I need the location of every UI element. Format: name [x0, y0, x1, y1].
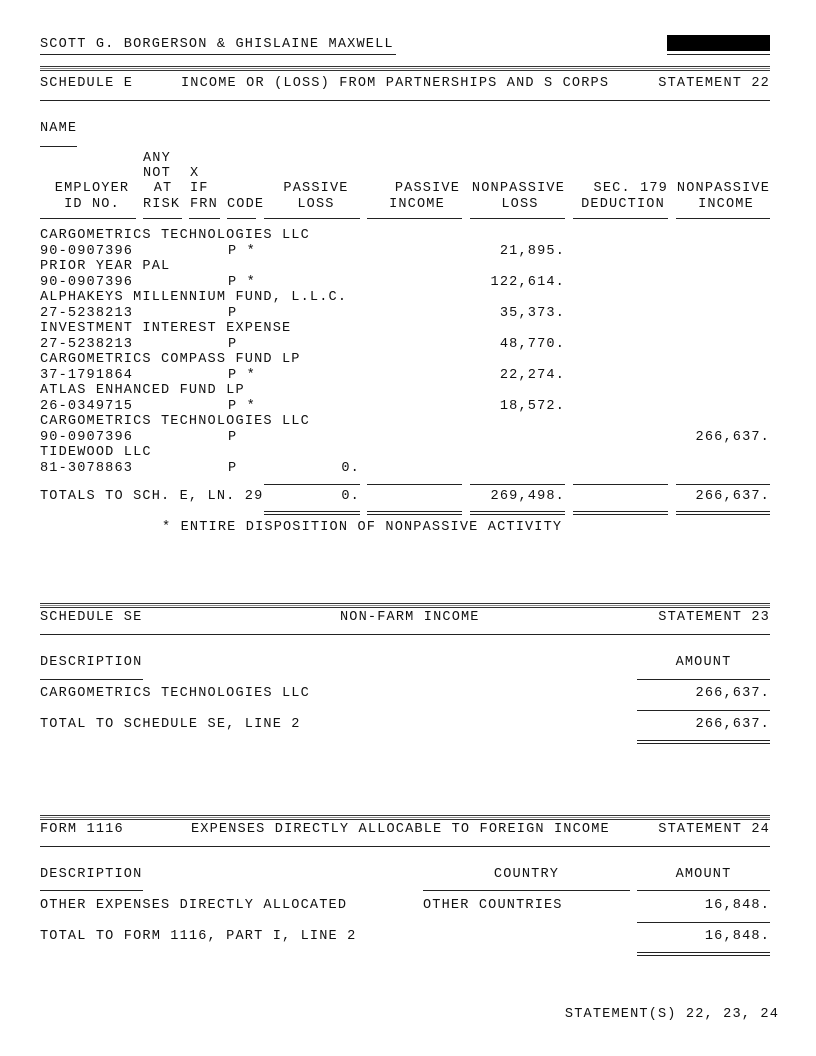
total-passive-loss: 0. — [341, 489, 360, 504]
description-header: DESCRIPTION — [40, 655, 143, 670]
header-underline — [637, 890, 770, 891]
footnote: * ENTIRE DISPOSITION OF NONPASSIVE ACTIVITY — [162, 520, 563, 535]
code: P — [228, 429, 238, 445]
header-employer: EMPLOYER — [54, 181, 130, 196]
column-underline — [143, 218, 182, 219]
passive-loss: 0. — [341, 460, 360, 476]
total-amount: 266,637. — [695, 717, 770, 732]
total-underline — [470, 484, 565, 485]
schedule-label: SCHEDULE E — [40, 76, 134, 91]
double-underline — [637, 952, 770, 956]
double-underline — [470, 511, 565, 515]
divider — [40, 634, 770, 635]
amount-header: AMOUNT — [675, 867, 732, 882]
header-nonpassive-income-2: INCOME — [698, 197, 754, 212]
row-description: CARGOMETRICS TECHNOLOGIES LLC — [40, 686, 310, 701]
header-passive-income-2: INCOME — [389, 197, 445, 212]
total-nonpassive-loss: 269,498. — [490, 489, 565, 504]
header-sec179-1: SEC. 179 — [593, 181, 668, 196]
code: P * — [228, 398, 256, 414]
code: P — [228, 460, 238, 476]
header-underline — [40, 890, 143, 891]
total-label: TOTAL TO FORM 1116, PART I, LINE 2 — [40, 929, 357, 944]
header-if: IF — [190, 181, 209, 196]
header-passive-loss-2: LOSS — [297, 197, 335, 212]
total-underline — [637, 710, 770, 711]
nonpassive-loss: 22,274. — [499, 367, 565, 383]
header-nonpassive-loss-2: LOSS — [501, 197, 539, 212]
header-any: ANY — [143, 151, 171, 166]
double-underline — [367, 511, 462, 515]
section-rule — [40, 815, 770, 820]
nonpassive-loss: 122,614. — [490, 274, 565, 290]
header-underline — [40, 679, 143, 680]
entity-name: CARGOMETRICS TECHNOLOGIES LLC — [40, 414, 310, 429]
footer-statements: STATEMENT(S) 22, 23, 24 — [564, 1007, 779, 1022]
total-underline — [637, 922, 770, 923]
header-code: CODE — [227, 197, 265, 212]
entity-name: TIDEWOOD LLC — [40, 445, 152, 460]
divider — [40, 846, 770, 847]
double-underline — [637, 740, 770, 744]
header-risk: RISK — [143, 197, 181, 212]
employer-id: 27-5238213 — [40, 336, 134, 352]
statement-number: STATEMENT 23 — [658, 610, 770, 625]
totals-label: TOTALS TO SCH. E, LN. 29 — [40, 489, 264, 504]
nonpassive-loss: 21,895. — [499, 243, 565, 259]
header-x: X — [190, 166, 200, 181]
total-nonpassive-income: 266,637. — [695, 489, 770, 504]
country-header: COUNTRY — [493, 867, 560, 882]
column-underline — [676, 218, 770, 219]
header-passive-loss-1: PASSIVE — [283, 181, 349, 196]
nonpassive-loss: 48,770. — [499, 336, 565, 352]
name-label-underline — [40, 146, 77, 147]
name-label: NAME — [40, 121, 78, 136]
double-underline — [676, 511, 770, 515]
header-sec179-2: DEDUCTION — [581, 197, 665, 212]
description-header: DESCRIPTION — [40, 867, 143, 882]
taxpayer-name: SCOTT G. BORGERSON & GHISLAINE MAXWELL — [40, 37, 394, 52]
header-underline — [423, 890, 630, 891]
divider — [40, 100, 770, 101]
ssn-underline — [667, 54, 770, 55]
entity-name: ATLAS ENHANCED FUND LP — [40, 383, 245, 398]
column-underline — [264, 218, 360, 219]
column-underline — [227, 218, 256, 219]
redacted-ssn — [667, 35, 770, 51]
code: P — [228, 305, 238, 321]
section-title: EXPENSES DIRECTLY ALLOCABLE TO FOREIGN INCOME — [191, 822, 610, 837]
header-not: NOT — [143, 166, 171, 181]
code: P * — [228, 367, 256, 383]
employer-id: 27-5238213 — [40, 305, 134, 321]
employer-id: 81-3078863 — [40, 460, 134, 476]
employer-id: 90-0907396 — [40, 243, 134, 259]
total-underline — [676, 484, 770, 485]
header-underline — [637, 679, 770, 680]
code: P — [228, 336, 238, 352]
header-id-no: ID NO. — [64, 197, 120, 212]
amount-header: AMOUNT — [675, 655, 732, 670]
column-underline — [573, 218, 668, 219]
entity-name: PRIOR YEAR PAL — [40, 259, 171, 274]
schedule-label: FORM 1116 — [40, 822, 124, 837]
header-passive-income-1: PASSIVE — [394, 181, 460, 196]
section-rule — [40, 66, 770, 71]
nonpassive-loss: 35,373. — [499, 305, 565, 321]
header-at: AT — [153, 181, 173, 196]
code: P * — [228, 243, 256, 259]
statement-number: STATEMENT 24 — [658, 822, 770, 837]
row-country: OTHER COUNTRIES — [423, 898, 563, 913]
row-description: OTHER EXPENSES DIRECTLY ALLOCATED — [40, 898, 348, 913]
employer-id: 26-0349715 — [40, 398, 134, 414]
schedule-label: SCHEDULE SE — [40, 610, 143, 625]
header-frn: FRN — [190, 197, 218, 212]
double-underline — [573, 511, 668, 515]
entity-name: INVESTMENT INTEREST EXPENSE — [40, 321, 292, 336]
employer-id: 90-0907396 — [40, 429, 134, 445]
entity-name: ALPHAKEYS MILLENNIUM FUND, L.L.C. — [40, 290, 348, 305]
double-underline — [264, 511, 360, 515]
name-underline — [40, 54, 396, 55]
section-rule — [40, 603, 770, 608]
header-nonpassive-loss-1: NONPASSIVE — [471, 181, 565, 196]
total-underline — [573, 484, 668, 485]
column-underline — [367, 218, 462, 219]
nonpassive-loss: 18,572. — [499, 398, 565, 414]
section-title: NON-FARM INCOME — [340, 610, 480, 625]
section-title: INCOME OR (LOSS) FROM PARTNERSHIPS AND S CORPS — [181, 76, 610, 91]
total-underline — [264, 484, 360, 485]
code: P * — [228, 274, 256, 290]
header-nonpassive-income-1: NONPASSIVE — [676, 181, 770, 196]
column-underline — [189, 218, 220, 219]
total-amount: 16,848. — [704, 929, 770, 944]
column-underline — [470, 218, 565, 219]
entity-name: CARGOMETRICS COMPASS FUND LP — [40, 352, 301, 367]
total-label: TOTAL TO SCHEDULE SE, LINE 2 — [40, 717, 301, 732]
employer-id: 37-1791864 — [40, 367, 134, 383]
row-amount: 266,637. — [695, 686, 770, 701]
total-underline — [367, 484, 462, 485]
employer-id: 90-0907396 — [40, 274, 134, 290]
nonpassive-income: 266,637. — [695, 429, 770, 445]
statement-number: STATEMENT 22 — [658, 76, 770, 91]
column-underline — [40, 218, 136, 219]
row-amount: 16,848. — [704, 898, 770, 913]
entity-name: CARGOMETRICS TECHNOLOGIES LLC — [40, 228, 310, 243]
